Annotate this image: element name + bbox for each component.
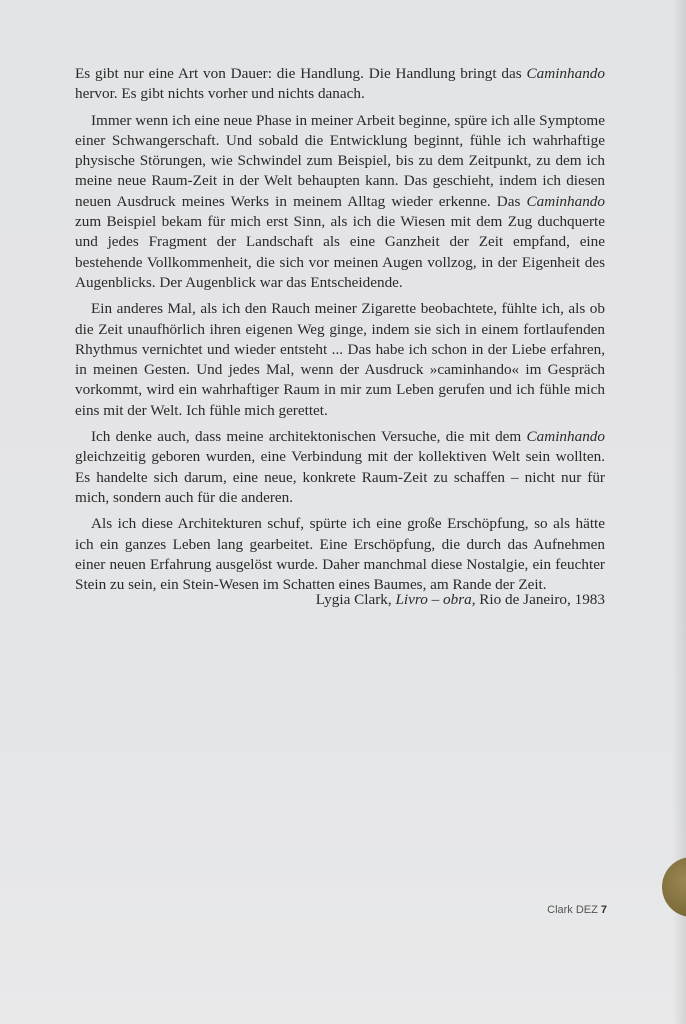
paragraph xyxy=(75,111,605,294)
text-segment: gleichzeitig geboren wurden, eine Verbindung mit der kollektiven Welt sein wollten. Es handelte sich darum, eine neue, konkrete Raum-Zeit zu schaffen – nicht nur für mich, sondern auch für die anderen. xyxy=(75,448,605,506)
thumb-index-tab xyxy=(662,857,686,917)
paragraph xyxy=(75,64,605,105)
paragraph xyxy=(75,299,605,421)
paragraph xyxy=(75,514,605,595)
attribution-author: Lygia Clark, xyxy=(315,591,392,608)
page-footer xyxy=(500,904,607,916)
italic-title: Caminhando xyxy=(526,192,605,210)
attribution-place-year: Rio de Janeiro, 1983 xyxy=(479,591,605,608)
text-segment: Es gibt nur eine Art von Dauer: die Handlung. Die Handlung bringt das xyxy=(75,65,527,82)
paragraph xyxy=(75,427,605,508)
footer-label: Clark DEZ xyxy=(547,904,598,916)
italic-title: Caminhando xyxy=(526,65,605,82)
text-segment: hervor. Es gibt nichts vorher und nichts danach. xyxy=(75,85,365,103)
italic-title: Caminhando xyxy=(526,428,605,446)
attribution-work: Livro – obra, xyxy=(395,591,476,608)
text-segment: Ich denke auch, dass meine architektonischen Versuche, die mit dem xyxy=(91,428,527,446)
text-segment: zum Beispiel bekam für mich erst Sinn, als ich die Wiesen mit dem Zug duchquerte und jedes Fragment der Landschaft als eine Ganzheit der Zeit empfand, eine bestehende Vollkommenheit, die sich vor meinen Augen vollzog, in der Eigenheit des Augenblicks. Der Augenblick war das Entscheidende. xyxy=(75,213,605,291)
page-number: 7 xyxy=(600,904,607,916)
text-segment: Ein anderes Mal, als ich den Rauch meiner Zigarette beobachtete, fühlte ich, als ob die Zeit unaufhörlich ihren eigenen Weg ginge, indem sie sich in einem fortlaufenden Rhythmus vernichtet und wieder entsteht ... Das habe ich schon in der Liebe erfahren, in meinen Gesten. Und jedes Mal, wenn der Ausdruck »caminhando« im Gespräch vorkommt, wird ein wahrhaftiger Raum in mir zum Leben gerufen und ich fühle mich eins mit der Welt. Ich fühle mich gerettet. xyxy=(75,300,605,419)
attribution xyxy=(300,590,605,610)
text-segment: Als ich diese Architekturen schuf, spürte ich eine große Erschöpfung, so als hätte ich ein ganzes Leben lang gearbeitet. Eine Erschöpfung, die durch das Aufnehmen einer neuen Erfahrung ausgelöst wurde. Daher manchmal diese Nostalgie, ein feuchter Stein zu sein, ein Stein-Wesen im Schatten eines Baumes, am Rande der Zeit. xyxy=(75,515,605,594)
body-text xyxy=(75,64,605,601)
text-segment: Immer wenn ich eine neue Phase in meiner Arbeit beginne, spüre ich alle Symptome einer Schwangerschaft. Und sobald die Entwicklung beginnt, fühle ich wahrhaftige physische Störungen, wie Schwindel zum Beispiel, bis zu dem Zeitpunkt, zu dem ich meine neue Raum-Zeit in der Welt behaupten kann. Das geschieht, indem ich diesen neuen Ausdruck meines Werks in meinem Alltag wieder erkenne. Das xyxy=(75,111,605,210)
